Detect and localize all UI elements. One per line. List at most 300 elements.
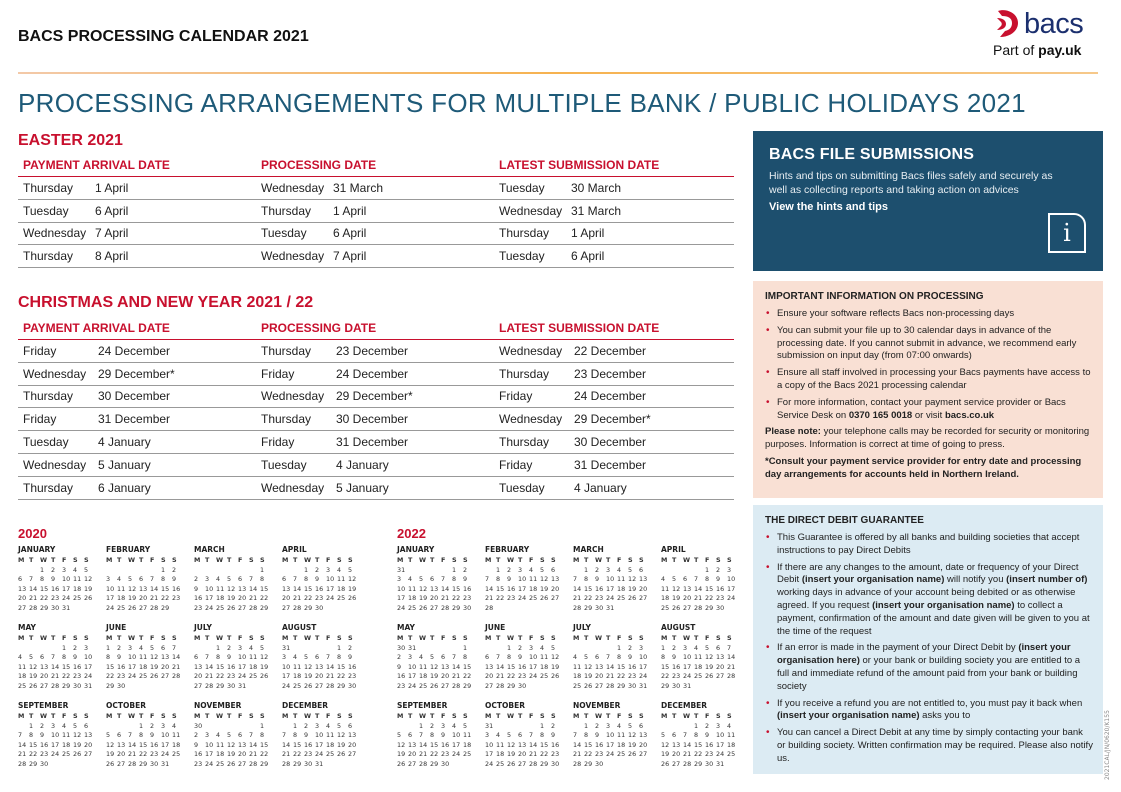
weekday: Wednesday bbox=[261, 389, 325, 404]
day-number: 24 bbox=[606, 594, 615, 603]
day-number: 18 bbox=[529, 584, 538, 593]
day-number: 9 bbox=[716, 575, 721, 584]
day-number: 31 bbox=[84, 681, 93, 690]
day-number: 29 bbox=[694, 759, 703, 768]
day-number: 10 bbox=[639, 653, 648, 662]
day-number: 26 bbox=[419, 603, 428, 612]
day-number: 2 bbox=[117, 643, 122, 652]
day-number: 4 bbox=[117, 575, 122, 584]
christmas-table bbox=[18, 321, 734, 500]
table-row bbox=[18, 431, 734, 454]
day-number: 6 bbox=[348, 721, 353, 730]
weekday-letter: W bbox=[40, 556, 48, 564]
weekday: Friday bbox=[261, 435, 295, 450]
day-number: 6 bbox=[238, 575, 243, 584]
day-number: 25 bbox=[172, 750, 181, 759]
guarantee-bullet: • You can cancel a Direct Debit at any time by simply contacting your bank or building society. Written confirmation may be required. Please also notify us. bbox=[765, 727, 1093, 765]
day-number: 17 bbox=[238, 662, 247, 671]
day-number: 3 bbox=[518, 565, 523, 574]
day-number bbox=[51, 760, 62, 770]
weekday-header bbox=[573, 556, 661, 566]
day-number: 15 bbox=[40, 584, 49, 593]
day-number: 31 bbox=[683, 681, 692, 690]
day-number: 20 bbox=[408, 750, 417, 759]
weekday-letter: S bbox=[463, 712, 468, 720]
info-bullet: • You can submit your file up to 30 calendar days in advance of the processing date. If you cannot submit in advance, we recommend early submission on input day (from 07:00 onwards) bbox=[765, 325, 1093, 363]
table-cell bbox=[494, 181, 732, 195]
weekday-header bbox=[573, 712, 661, 722]
day-number: 28 bbox=[573, 603, 582, 612]
day-number bbox=[639, 604, 650, 614]
day-number: 18 bbox=[496, 750, 505, 759]
weekday: Friday bbox=[23, 412, 57, 427]
day-number: 28 bbox=[485, 603, 494, 612]
day-number: 31 bbox=[716, 759, 725, 768]
table-cell bbox=[256, 435, 494, 449]
week-row bbox=[18, 672, 106, 682]
day-number: 10 bbox=[205, 584, 214, 593]
day-number: 4 bbox=[408, 575, 413, 584]
day-number: 19 bbox=[348, 584, 357, 593]
day-number: 31 bbox=[397, 565, 406, 574]
guarantee-bullet: • If there are any changes to the amount, date or frequency of your Direct Debit (insert your organisation name) will notify you (insert number of) working days in advance of your account being debited or as otherwise agreed. If you request (insert your organisation name) to collect a payment, confirmation of the amount and date given will be given to you at the time of the request bbox=[765, 562, 1093, 639]
day-number: 3 bbox=[161, 721, 166, 730]
week-row bbox=[573, 575, 661, 585]
day-number bbox=[639, 760, 650, 770]
day-number bbox=[18, 566, 29, 576]
weekday-letter: T bbox=[672, 634, 677, 642]
day-number: 28 bbox=[150, 603, 159, 612]
week-row bbox=[485, 644, 573, 654]
day-number: 29 bbox=[430, 759, 439, 768]
day-number bbox=[672, 722, 683, 732]
day-number: 28 bbox=[441, 603, 450, 612]
week-row bbox=[485, 682, 573, 692]
week-row bbox=[282, 575, 370, 585]
day-number: 6 bbox=[194, 653, 199, 662]
day-number: 20 bbox=[161, 662, 170, 671]
weekday-letter: T bbox=[293, 634, 298, 642]
weekday: Thursday bbox=[499, 366, 550, 381]
day-number: 23 bbox=[194, 603, 203, 612]
day-number: 23 bbox=[172, 594, 181, 603]
day-number: 20 bbox=[40, 672, 49, 681]
info-icon[interactable]: i bbox=[1048, 213, 1086, 253]
week-row bbox=[282, 722, 370, 732]
calendar-month bbox=[282, 623, 370, 701]
weekday-letter: S bbox=[540, 712, 545, 720]
day-number: 8 bbox=[29, 731, 34, 740]
day-number: 18 bbox=[216, 594, 225, 603]
day-number bbox=[628, 760, 639, 770]
day-number: 11 bbox=[62, 731, 71, 740]
week-row bbox=[18, 604, 106, 614]
weekday-letter: F bbox=[238, 556, 243, 564]
day-number: 18 bbox=[463, 740, 472, 749]
day-number bbox=[441, 644, 452, 654]
day-number: 24 bbox=[606, 750, 615, 759]
day-number: 29 bbox=[29, 759, 38, 768]
day-number: 4 bbox=[727, 721, 732, 730]
week-row bbox=[106, 575, 194, 585]
day-number: 1 bbox=[694, 721, 699, 730]
weekday-letter: W bbox=[40, 634, 48, 642]
week-row bbox=[573, 653, 661, 663]
day-number bbox=[128, 566, 139, 576]
week-row bbox=[106, 644, 194, 654]
day-number: 27 bbox=[716, 672, 725, 681]
day-number: 1 bbox=[293, 721, 298, 730]
file-submissions-card[interactable] bbox=[753, 131, 1103, 271]
day-number: 4 bbox=[694, 643, 699, 652]
week-row bbox=[282, 672, 370, 682]
day-number: 16 bbox=[705, 740, 714, 749]
weekday-letter: S bbox=[639, 712, 644, 720]
day-number: 25 bbox=[727, 750, 736, 759]
weekday-letter: W bbox=[419, 556, 427, 564]
weekday-letter: S bbox=[452, 634, 457, 642]
day-number: 4 bbox=[73, 565, 78, 574]
weekday-letter: S bbox=[628, 556, 633, 564]
calendar-month bbox=[397, 701, 485, 779]
document-header: BACS PROCESSING CALENDAR 2021 bbox=[18, 28, 309, 45]
day-number: 8 bbox=[705, 575, 710, 584]
day-number: 29 bbox=[463, 681, 472, 690]
day-number: 2 bbox=[172, 565, 177, 574]
table-cell bbox=[256, 249, 494, 263]
week-row bbox=[282, 566, 370, 576]
day-number bbox=[128, 682, 139, 692]
weekday-letter: S bbox=[260, 556, 265, 564]
day-number: 3 bbox=[84, 643, 89, 652]
weekday-header bbox=[485, 634, 573, 644]
day-number: 25 bbox=[249, 672, 258, 681]
day-number: 1 bbox=[661, 643, 666, 652]
day-number: 28 bbox=[496, 681, 505, 690]
day-number: 26 bbox=[348, 594, 357, 603]
weekday-header bbox=[194, 712, 282, 722]
weekday-letter: T bbox=[584, 634, 589, 642]
calendar-month bbox=[573, 701, 661, 779]
day-number: 23 bbox=[315, 594, 324, 603]
day-number: 19 bbox=[419, 594, 428, 603]
day-number: 4 bbox=[529, 565, 534, 574]
day-number: 5 bbox=[628, 721, 633, 730]
day-number: 11 bbox=[216, 740, 225, 749]
week-row bbox=[194, 760, 282, 770]
day-number: 16 bbox=[304, 740, 313, 749]
day-number: 4 bbox=[661, 575, 666, 584]
day-number: 28 bbox=[128, 759, 137, 768]
day-number: 2 bbox=[51, 565, 56, 574]
day-number: 9 bbox=[194, 740, 199, 749]
day-number: 5 bbox=[507, 731, 512, 740]
day-number: 10 bbox=[326, 575, 335, 584]
table-cell bbox=[256, 204, 494, 218]
weekday-letter: T bbox=[518, 712, 523, 720]
day-number: 20 bbox=[672, 750, 681, 759]
day-number: 24 bbox=[51, 750, 60, 759]
weekday-letter: T bbox=[205, 556, 210, 564]
day-number: 24 bbox=[128, 672, 137, 681]
day-number: 23 bbox=[595, 594, 604, 603]
day-number: 25 bbox=[419, 681, 428, 690]
weekday-header bbox=[397, 634, 485, 644]
weekday: Tuesday bbox=[499, 480, 545, 495]
day-number: 6 bbox=[282, 575, 287, 584]
week-row bbox=[397, 750, 485, 760]
day-number: 9 bbox=[397, 662, 402, 671]
weekday-letter: M bbox=[282, 634, 289, 642]
logo-word: bacs bbox=[1024, 8, 1084, 40]
day-number: 21 bbox=[452, 672, 461, 681]
day-number: 23 bbox=[628, 672, 637, 681]
month-name: APRIL bbox=[282, 545, 307, 554]
day-number: 11 bbox=[694, 653, 703, 662]
day-number: 10 bbox=[205, 740, 214, 749]
weekday-letter: S bbox=[337, 634, 342, 642]
week-row bbox=[106, 566, 194, 576]
day-number bbox=[249, 566, 260, 576]
week-row bbox=[397, 760, 485, 770]
day-number: 18 bbox=[18, 672, 27, 681]
day-number: 8 bbox=[139, 731, 144, 740]
calendar-2022 bbox=[397, 545, 749, 779]
day-number: 15 bbox=[430, 740, 439, 749]
weekday-letter: M bbox=[194, 712, 201, 720]
weekday-letter: S bbox=[716, 556, 721, 564]
day-number: 16 bbox=[463, 584, 472, 593]
day-number: 21 bbox=[18, 750, 27, 759]
day-number: 10 bbox=[683, 653, 692, 662]
day-number: 21 bbox=[282, 750, 291, 759]
week-row bbox=[661, 741, 749, 751]
date: 6 April bbox=[95, 203, 129, 218]
day-number: 20 bbox=[595, 672, 604, 681]
day-number: 18 bbox=[573, 672, 582, 681]
day-number: 16 bbox=[551, 740, 560, 749]
day-number bbox=[304, 644, 315, 654]
weekday-letter: W bbox=[216, 634, 224, 642]
column-header: LATEST SUBMISSION DATE bbox=[499, 158, 660, 172]
day-number: 14 bbox=[326, 662, 335, 671]
week-row bbox=[282, 594, 370, 604]
day-number: 15 bbox=[452, 584, 461, 593]
day-number bbox=[84, 760, 95, 770]
calendar-month bbox=[194, 623, 282, 701]
day-number bbox=[628, 604, 639, 614]
day-number: 4 bbox=[573, 653, 578, 662]
table-cell bbox=[256, 458, 494, 472]
day-number: 21 bbox=[29, 594, 38, 603]
hints-link[interactable]: View the hints and tips bbox=[769, 201, 888, 213]
day-number: 2 bbox=[463, 565, 468, 574]
day-number: 7 bbox=[529, 731, 534, 740]
week-row bbox=[661, 604, 749, 614]
day-number: 22 bbox=[337, 672, 346, 681]
day-number: 9 bbox=[172, 575, 177, 584]
weekday-letter: T bbox=[496, 712, 501, 720]
weekday-letter: T bbox=[694, 556, 699, 564]
weekday-letter: F bbox=[62, 556, 67, 564]
weekday: Wednesday bbox=[499, 343, 563, 358]
bacs-logo[interactable] bbox=[993, 8, 1093, 64]
day-number: 23 bbox=[463, 594, 472, 603]
day-number: 31 bbox=[161, 759, 170, 768]
day-number: 5 bbox=[304, 653, 309, 662]
day-number: 5 bbox=[227, 731, 232, 740]
table-cell bbox=[18, 389, 256, 403]
weekday-letter: T bbox=[139, 634, 144, 642]
day-number: 7 bbox=[573, 731, 578, 740]
weekday-letter: S bbox=[716, 634, 721, 642]
date: 6 April bbox=[333, 226, 367, 241]
day-number: 25 bbox=[661, 603, 670, 612]
weekday-letter: M bbox=[194, 634, 201, 642]
week-row bbox=[194, 604, 282, 614]
day-number: 22 bbox=[216, 672, 225, 681]
day-number: 22 bbox=[694, 750, 703, 759]
day-number: 7 bbox=[727, 643, 732, 652]
phone-number[interactable]: 0370 165 0018 bbox=[848, 409, 913, 421]
bacs-logo-icon bbox=[996, 9, 1022, 39]
weekday-header bbox=[282, 634, 370, 644]
day-number: 9 bbox=[507, 575, 512, 584]
day-number bbox=[249, 722, 260, 732]
day-number: 7 bbox=[485, 575, 490, 584]
day-number: 26 bbox=[227, 759, 236, 768]
weekday-letter: T bbox=[430, 556, 435, 564]
day-number: 30 bbox=[73, 681, 82, 690]
day-number: 11 bbox=[326, 731, 335, 740]
day-number: 6 bbox=[238, 731, 243, 740]
day-number: 30 bbox=[705, 759, 714, 768]
day-number: 2 bbox=[348, 643, 353, 652]
day-number: 8 bbox=[584, 731, 589, 740]
day-number: 15 bbox=[337, 662, 346, 671]
month-name: JANUARY bbox=[397, 545, 435, 554]
day-number: 19 bbox=[227, 750, 236, 759]
day-number: 16 bbox=[194, 594, 203, 603]
day-number: 9 bbox=[348, 653, 353, 662]
day-number: 12 bbox=[227, 740, 236, 749]
day-number: 14 bbox=[205, 662, 214, 671]
day-number: 29 bbox=[304, 603, 313, 612]
info-bullet: • Ensure all staff involved in processing your Bacs payments have access to a copy of the Bacs 2021 processing calendar bbox=[765, 367, 1093, 393]
day-number: 7 bbox=[282, 731, 287, 740]
day-number: 27 bbox=[595, 681, 604, 690]
weekday-letter: S bbox=[727, 634, 732, 642]
weekday-letter: T bbox=[293, 556, 298, 564]
day-number: 22 bbox=[452, 594, 461, 603]
day-number: 3 bbox=[62, 565, 67, 574]
day-number: 21 bbox=[51, 672, 60, 681]
month-name: JUNE bbox=[106, 623, 127, 632]
day-number: 6 bbox=[161, 643, 166, 652]
day-number: 28 bbox=[326, 681, 335, 690]
day-number: 22 bbox=[540, 750, 549, 759]
day-number: 9 bbox=[551, 731, 556, 740]
logo-tagline: Part of pay.uk bbox=[993, 42, 1082, 58]
day-number: 22 bbox=[584, 594, 593, 603]
day-number: 3 bbox=[128, 643, 133, 652]
month-name: SEPTEMBER bbox=[397, 701, 448, 710]
week-row bbox=[18, 663, 106, 673]
day-number: 27 bbox=[194, 681, 203, 690]
weekday: Tuesday bbox=[499, 249, 545, 264]
day-number: 24 bbox=[205, 759, 214, 768]
day-number: 10 bbox=[51, 731, 60, 740]
day-number bbox=[139, 682, 150, 692]
month-name: DECEMBER bbox=[282, 701, 329, 710]
day-number bbox=[540, 604, 551, 614]
day-number: 7 bbox=[249, 731, 254, 740]
weekday-letter: T bbox=[408, 712, 413, 720]
table-row bbox=[18, 386, 734, 409]
weekday-letter: T bbox=[430, 634, 435, 642]
day-number bbox=[430, 566, 441, 576]
day-number bbox=[419, 566, 430, 576]
day-number: 20 bbox=[282, 594, 291, 603]
day-number: 3 bbox=[205, 575, 210, 584]
website-link[interactable]: bacs.co.uk bbox=[944, 409, 995, 421]
table-cell bbox=[256, 367, 494, 381]
week-row bbox=[661, 663, 749, 673]
week-row bbox=[282, 750, 370, 760]
day-number: 29 bbox=[507, 681, 516, 690]
day-number: 14 bbox=[293, 584, 302, 593]
day-number: 24 bbox=[106, 603, 115, 612]
weekday-header bbox=[18, 712, 106, 722]
week-row bbox=[282, 760, 370, 770]
day-number: 1 bbox=[62, 643, 67, 652]
weekday-letter: T bbox=[606, 556, 611, 564]
table-row bbox=[18, 177, 734, 200]
day-number: 8 bbox=[617, 653, 622, 662]
day-number: 19 bbox=[260, 662, 269, 671]
day-number: 20 bbox=[716, 662, 725, 671]
weekday-letter: F bbox=[238, 712, 243, 720]
header-rule bbox=[18, 72, 1098, 74]
day-number: 29 bbox=[161, 603, 170, 612]
day-number: 11 bbox=[73, 575, 82, 584]
day-number bbox=[430, 644, 441, 654]
weekday-letter: T bbox=[51, 634, 56, 642]
week-row bbox=[282, 663, 370, 673]
day-number: 9 bbox=[518, 653, 523, 662]
weekday-letter: M bbox=[106, 556, 113, 564]
day-number bbox=[573, 722, 584, 732]
day-number: 16 bbox=[441, 740, 450, 749]
week-row bbox=[573, 741, 661, 751]
day-number: 17 bbox=[205, 750, 214, 759]
day-number: 28 bbox=[529, 759, 538, 768]
weekday-letter: S bbox=[161, 634, 166, 642]
day-number: 11 bbox=[419, 662, 428, 671]
day-number: 5 bbox=[29, 653, 34, 662]
day-number: 15 bbox=[260, 584, 269, 593]
day-number: 2 bbox=[551, 721, 556, 730]
day-number bbox=[150, 566, 161, 576]
day-number: 5 bbox=[150, 643, 155, 652]
day-number: 1 bbox=[161, 565, 166, 574]
day-number: 13 bbox=[194, 662, 203, 671]
day-number: 25 bbox=[540, 672, 549, 681]
day-number: 29 bbox=[452, 603, 461, 612]
day-number: 10 bbox=[606, 575, 615, 584]
week-row bbox=[485, 760, 573, 770]
weekday-letter: S bbox=[260, 634, 265, 642]
